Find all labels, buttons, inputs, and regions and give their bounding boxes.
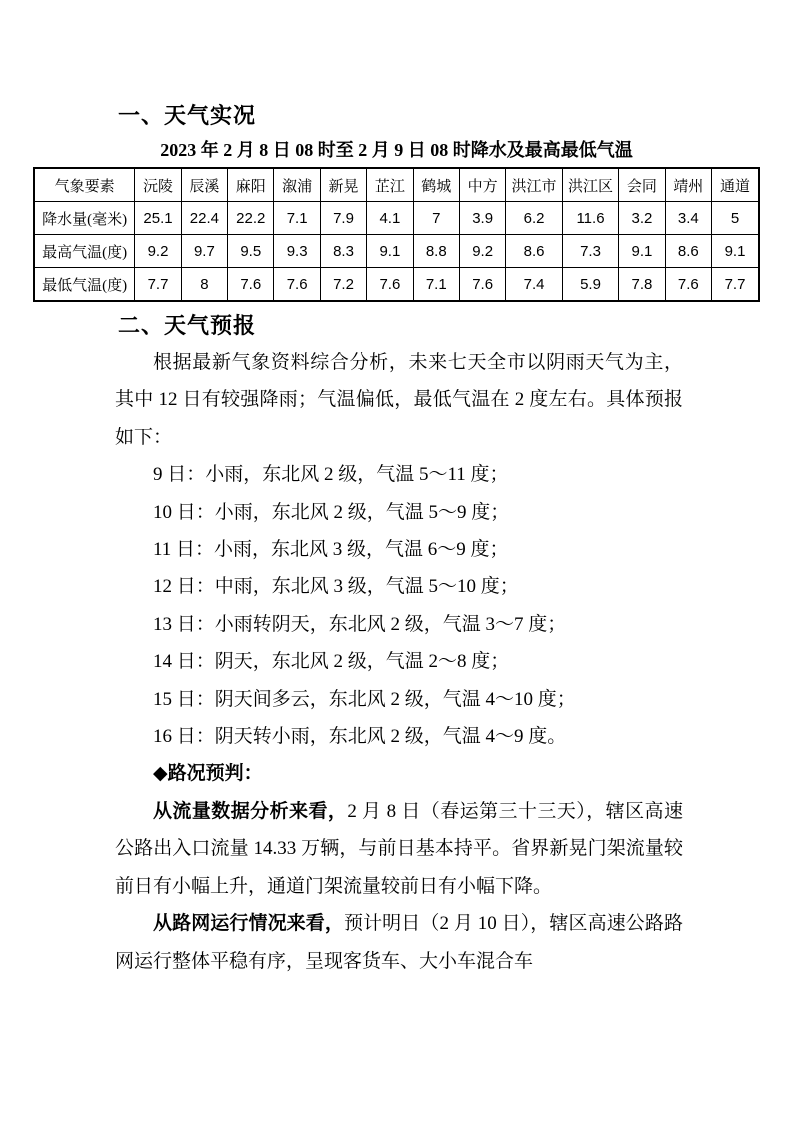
table-cell: 7.6 <box>367 268 413 302</box>
forecast-day-14: 14 日：阴天，东北风 2 级，气温 2～8 度； <box>153 651 510 673</box>
table-cell: 9.2 <box>135 235 181 268</box>
row-label: 降水量(毫米) <box>34 202 135 235</box>
column-header: 新晃 <box>320 168 366 202</box>
road-p2-lead: 从路网运行情况来看， <box>153 913 344 935</box>
table-cell: 7.1 <box>413 268 459 302</box>
forecast-day-11: 11 日：小雨，东北风 3 级，气温 6～9 度； <box>153 539 509 561</box>
weather-table <box>33 167 760 302</box>
column-header: 芷江 <box>367 168 413 202</box>
table-cell: 7.6 <box>459 268 505 302</box>
table-cell: 7.7 <box>135 268 181 302</box>
table-cell: 5.9 <box>562 268 618 302</box>
table-cell: 3.4 <box>665 202 711 235</box>
column-header: 中方 <box>459 168 505 202</box>
table-cell: 8 <box>181 268 227 302</box>
row-label: 最高气温(度) <box>34 235 135 268</box>
road-paragraph-traffic <box>115 793 683 905</box>
table-row-max-temp <box>34 235 759 268</box>
table-cell: 4.1 <box>367 202 413 235</box>
table-cell: 8.6 <box>506 235 562 268</box>
column-header: 气象要素 <box>34 168 135 202</box>
column-header: 洪江市 <box>506 168 562 202</box>
forecast-day-9: 9 日：小雨，东北风 2 级，气温 5～11 度； <box>153 464 509 486</box>
section2-heading: 二、天气预报 <box>118 313 257 338</box>
table-title: 2023 年 2 月 8 日 08 时至 2 月 9 日 08 时降水及最高最低气温 <box>160 140 633 160</box>
road-p2-body: 预计明日（2 月 10 日），辖区高速公路路网运行整体平稳有序，呈现客货车、大小车混合车 <box>115 913 683 972</box>
forecast-day-16: 16 日：阴天转小雨，东北风 2 级，气温 4～9 度。 <box>153 726 567 748</box>
section1-heading: 一、天气实况 <box>118 103 257 128</box>
table-cell: 9.1 <box>367 235 413 268</box>
table-cell: 9.3 <box>274 235 320 268</box>
table-cell: 7.6 <box>228 268 274 302</box>
column-header: 鹤城 <box>413 168 459 202</box>
table-cell: 9.2 <box>459 235 505 268</box>
table-cell: 6.2 <box>506 202 562 235</box>
table-row-min-temp <box>34 268 759 302</box>
table-cell: 7.9 <box>320 202 366 235</box>
table-cell: 5 <box>711 202 759 235</box>
table-cell: 22.2 <box>228 202 274 235</box>
forecast-day-12: 12 日：中雨，东北风 3 级，气温 5～10 度； <box>153 576 519 598</box>
table-header-row <box>34 168 759 202</box>
table-cell: 7.4 <box>506 268 562 302</box>
column-header: 沅陵 <box>135 168 181 202</box>
road-paragraph-network <box>115 905 683 980</box>
forecast-intro: 根据最新气象资料综合分析，未来七天全市以阴雨天气为主，其中 12 日有较强降雨；气温偏低，最低气温在 2 度左右。具体预报如下： <box>115 352 683 448</box>
road-p1-body: 2 月 8 日（春运第三十三天），辖区高速公路出入口流量 14.33 万辆，与前日基本持平。省界新晃门架流量较前日有小幅上升，通道门架流量较前日有小幅下降。 <box>115 800 683 897</box>
road-p1-lead: 从流量数据分析来看， <box>153 800 348 822</box>
column-header: 溆浦 <box>274 168 320 202</box>
table-cell: 22.4 <box>181 202 227 235</box>
column-header: 会同 <box>619 168 665 202</box>
table-cell: 9.7 <box>181 235 227 268</box>
table-cell: 25.1 <box>135 202 181 235</box>
table-cell: 9.1 <box>619 235 665 268</box>
column-header: 麻阳 <box>228 168 274 202</box>
forecast-day-15: 15 日：阴天间多云，东北风 2 级，气温 4～10 度； <box>153 688 576 710</box>
forecast-day-13: 13 日：小雨转阴天，东北风 2 级，气温 3～7 度； <box>153 613 567 635</box>
table-cell: 7.6 <box>274 268 320 302</box>
table-cell: 3.2 <box>619 202 665 235</box>
table-cell: 7.2 <box>320 268 366 302</box>
table-cell: 7.8 <box>619 268 665 302</box>
table-cell: 7.7 <box>711 268 759 302</box>
table-row-precipitation <box>34 202 759 235</box>
column-header: 靖州 <box>665 168 711 202</box>
table-cell: 9.5 <box>228 235 274 268</box>
table-cell: 7.1 <box>274 202 320 235</box>
table-cell: 8.3 <box>320 235 366 268</box>
table-cell: 3.9 <box>459 202 505 235</box>
column-header: 洪江区 <box>562 168 618 202</box>
table-cell: 7.6 <box>665 268 711 302</box>
table-cell: 7 <box>413 202 459 235</box>
table-cell: 8.6 <box>665 235 711 268</box>
table-cell: 8.8 <box>413 235 459 268</box>
road-conditions-heading: ◆路况预判： <box>153 763 263 785</box>
table-cell: 7.3 <box>562 235 618 268</box>
forecast-day-10: 10 日：小雨，东北风 2 级，气温 5～9 度； <box>153 501 510 523</box>
table-cell: 9.1 <box>711 235 759 268</box>
column-header: 通道 <box>711 168 759 202</box>
table-cell: 11.6 <box>562 202 618 235</box>
row-label: 最低气温(度) <box>34 268 135 302</box>
column-header: 辰溪 <box>181 168 227 202</box>
